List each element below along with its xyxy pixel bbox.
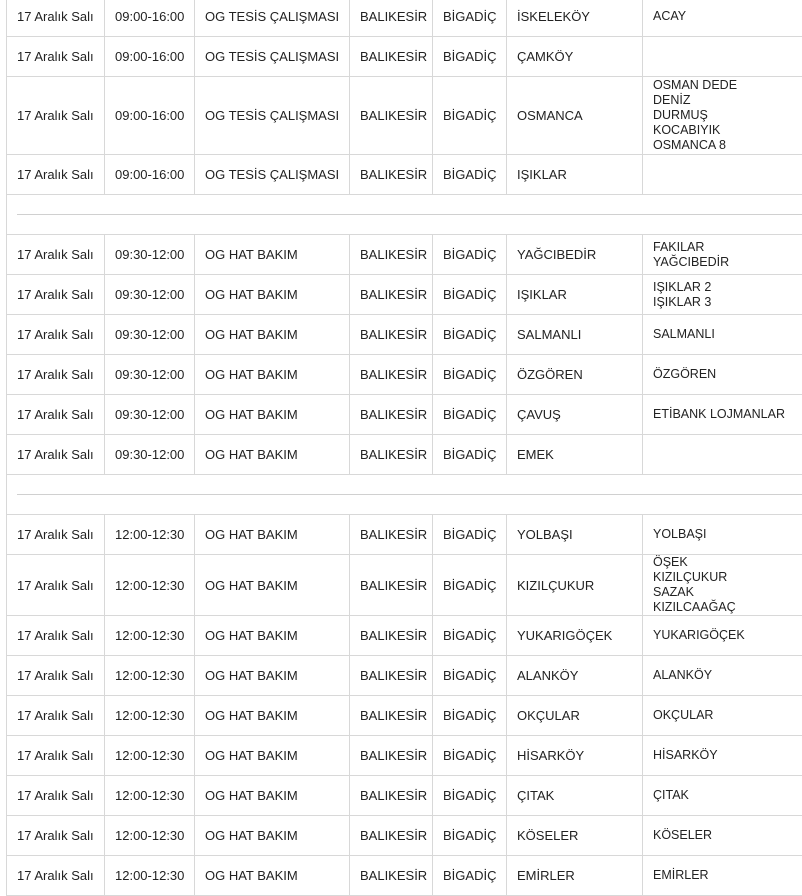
province-cell: BALIKESİR (350, 275, 433, 315)
area-cell: YOLBAŞI (507, 515, 643, 555)
area-cell: EMİRLER (507, 856, 643, 896)
work-type-cell: OG HAT BAKIM (195, 816, 350, 856)
date-cell: 17 Aralık Salı (7, 0, 105, 37)
time-cell: 09:30-12:00 (105, 315, 195, 355)
district-cell: BİGADİÇ (433, 0, 507, 37)
time-cell: 09:30-12:00 (105, 235, 195, 275)
area-cell: KIZILÇUKUR (507, 555, 643, 616)
region-name: DURMUŞ (653, 108, 802, 123)
group-separator-row (7, 195, 802, 235)
area-cell: OSMANCA (507, 77, 643, 155)
table-row (7, 856, 802, 896)
district-cell: BİGADİÇ (433, 275, 507, 315)
area-cell: YAĞCIBEDİR (507, 235, 643, 275)
work-type-cell: OG HAT BAKIM (195, 235, 350, 275)
time-cell: 09:30-12:00 (105, 275, 195, 315)
work-type-cell: OG HAT BAKIM (195, 355, 350, 395)
province-cell: BALIKESİR (350, 776, 433, 816)
date-cell: 17 Aralık Salı (7, 155, 105, 195)
work-type-cell: OG HAT BAKIM (195, 395, 350, 435)
region-name: EMİRLER (653, 868, 802, 883)
date-cell: 17 Aralık Salı (7, 736, 105, 776)
region-name: FAKILAR (653, 240, 802, 255)
table-row (7, 776, 802, 816)
region-name: OSMAN DEDE (653, 78, 802, 93)
table-row (7, 616, 802, 656)
area-cell: EMEK (507, 435, 643, 475)
area-cell: ÖZGÖREN (507, 355, 643, 395)
work-type-cell: OG HAT BAKIM (195, 515, 350, 555)
time-cell: 09:00-16:00 (105, 77, 195, 155)
region-name: ÇITAK (653, 788, 802, 803)
district-cell: BİGADİÇ (433, 776, 507, 816)
region-name: DENİZ (653, 93, 802, 108)
district-cell: BİGADİÇ (433, 616, 507, 656)
affected-regions-cell (643, 736, 802, 776)
region-name: SALMANLI (653, 327, 802, 342)
affected-regions-cell (643, 856, 802, 896)
table-row (7, 555, 802, 616)
province-cell: BALIKESİR (350, 736, 433, 776)
area-cell: OKÇULAR (507, 696, 643, 736)
work-type-cell: OG TESİS ÇALIŞMASI (195, 77, 350, 155)
group-separator-row (7, 475, 802, 515)
province-cell: BALIKESİR (350, 37, 433, 77)
date-cell: 17 Aralık Salı (7, 515, 105, 555)
province-cell: BALIKESİR (350, 856, 433, 896)
separator-cell (7, 475, 802, 515)
area-cell: HİSARKÖY (507, 736, 643, 776)
province-cell: BALIKESİR (350, 77, 433, 155)
table-row (7, 155, 802, 195)
region-name: KIZILCAAĞAÇ (653, 600, 802, 615)
district-cell: BİGADİÇ (433, 736, 507, 776)
separator-line (17, 494, 802, 495)
time-cell: 12:00-12:30 (105, 816, 195, 856)
province-cell: BALIKESİR (350, 616, 433, 656)
work-type-cell: OG HAT BAKIM (195, 656, 350, 696)
region-name: OKÇULAR (653, 708, 802, 723)
area-cell: İSKELEKÖY (507, 0, 643, 37)
district-cell: BİGADİÇ (433, 435, 507, 475)
affected-regions-cell (643, 555, 802, 616)
work-type-cell: OG HAT BAKIM (195, 275, 350, 315)
province-cell: BALIKESİR (350, 315, 433, 355)
time-cell: 12:00-12:30 (105, 515, 195, 555)
district-cell: BİGADİÇ (433, 696, 507, 736)
affected-regions-cell (643, 776, 802, 816)
date-cell: 17 Aralık Salı (7, 355, 105, 395)
area-cell: ALANKÖY (507, 656, 643, 696)
affected-regions-cell (643, 616, 802, 656)
district-cell: BİGADİÇ (433, 155, 507, 195)
time-cell: 12:00-12:30 (105, 555, 195, 616)
region-name: YOLBAŞI (653, 527, 802, 542)
area-cell: YUKARIGÖÇEK (507, 616, 643, 656)
date-cell: 17 Aralık Salı (7, 816, 105, 856)
time-cell: 12:00-12:30 (105, 776, 195, 816)
work-type-cell: OG HAT BAKIM (195, 696, 350, 736)
district-cell: BİGADİÇ (433, 656, 507, 696)
affected-regions-cell (643, 315, 802, 355)
province-cell: BALIKESİR (350, 155, 433, 195)
table-row (7, 696, 802, 736)
time-cell: 09:00-16:00 (105, 0, 195, 37)
affected-regions-cell (643, 0, 802, 37)
province-cell: BALIKESİR (350, 696, 433, 736)
date-cell: 17 Aralık Salı (7, 77, 105, 155)
time-cell: 12:00-12:30 (105, 656, 195, 696)
province-cell: BALIKESİR (350, 355, 433, 395)
region-name: YAĞCIBEDİR (653, 255, 802, 270)
date-cell: 17 Aralık Salı (7, 555, 105, 616)
district-cell: BİGADİÇ (433, 37, 507, 77)
work-type-cell: OG HAT BAKIM (195, 856, 350, 896)
work-type-cell: OG TESİS ÇALIŞMASI (195, 0, 350, 37)
time-cell: 12:00-12:30 (105, 696, 195, 736)
date-cell: 17 Aralık Salı (7, 616, 105, 656)
affected-regions-cell (643, 696, 802, 736)
date-cell: 17 Aralık Salı (7, 315, 105, 355)
date-cell: 17 Aralık Salı (7, 275, 105, 315)
area-cell: KÖSELER (507, 816, 643, 856)
region-name: KÖSELER (653, 828, 802, 843)
table-row (7, 656, 802, 696)
area-cell: SALMANLI (507, 315, 643, 355)
date-cell: 17 Aralık Salı (7, 656, 105, 696)
region-name: ALANKÖY (653, 668, 802, 683)
affected-regions-cell (643, 816, 802, 856)
affected-regions-cell (643, 515, 802, 555)
work-type-cell: OG TESİS ÇALIŞMASI (195, 37, 350, 77)
date-cell: 17 Aralık Salı (7, 856, 105, 896)
date-cell: 17 Aralık Salı (7, 776, 105, 816)
table-row (7, 395, 802, 435)
district-cell: BİGADİÇ (433, 77, 507, 155)
province-cell: BALIKESİR (350, 395, 433, 435)
district-cell: BİGADİÇ (433, 235, 507, 275)
affected-regions-cell (643, 155, 802, 195)
table-row (7, 0, 802, 37)
table-row (7, 736, 802, 776)
table-row (7, 235, 802, 275)
area-cell: ÇITAK (507, 776, 643, 816)
table-row (7, 315, 802, 355)
region-name: KIZILÇUKUR (653, 570, 802, 585)
time-cell: 12:00-12:30 (105, 856, 195, 896)
work-type-cell: OG HAT BAKIM (195, 776, 350, 816)
region-name: ETİBANK LOJMANLAR (653, 407, 802, 422)
area-cell: IŞIKLAR (507, 155, 643, 195)
province-cell: BALIKESİR (350, 435, 433, 475)
work-type-cell: OG HAT BAKIM (195, 435, 350, 475)
region-name: IŞIKLAR 2 (653, 280, 802, 295)
time-cell: 12:00-12:30 (105, 616, 195, 656)
table-row (7, 37, 802, 77)
district-cell: BİGADİÇ (433, 816, 507, 856)
table-row (7, 275, 802, 315)
work-type-cell: OG HAT BAKIM (195, 315, 350, 355)
province-cell: BALIKESİR (350, 656, 433, 696)
area-cell: ÇAVUŞ (507, 395, 643, 435)
province-cell: BALIKESİR (350, 555, 433, 616)
district-cell: BİGADİÇ (433, 555, 507, 616)
province-cell: BALIKESİR (350, 235, 433, 275)
time-cell: 09:30-12:00 (105, 355, 195, 395)
area-cell: IŞIKLAR (507, 275, 643, 315)
work-type-cell: OG HAT BAKIM (195, 616, 350, 656)
region-name: ÖZGÖREN (653, 367, 802, 382)
province-cell: BALIKESİR (350, 515, 433, 555)
region-name: KOCABIYIK (653, 123, 802, 138)
table-row (7, 355, 802, 395)
region-name: ACAY (653, 9, 802, 24)
separator-cell (7, 195, 802, 235)
table-row (7, 77, 802, 155)
affected-regions-cell (643, 235, 802, 275)
date-cell: 17 Aralık Salı (7, 435, 105, 475)
affected-regions-cell (643, 275, 802, 315)
affected-regions-cell (643, 656, 802, 696)
region-name: OSMANCA 8 (653, 138, 802, 153)
time-cell: 09:30-12:00 (105, 435, 195, 475)
time-cell: 09:00-16:00 (105, 155, 195, 195)
district-cell: BİGADİÇ (433, 355, 507, 395)
province-cell: BALIKESİR (350, 0, 433, 37)
date-cell: 17 Aralık Salı (7, 395, 105, 435)
district-cell: BİGADİÇ (433, 315, 507, 355)
separator-line (17, 214, 802, 215)
district-cell: BİGADİÇ (433, 395, 507, 435)
province-cell: BALIKESİR (350, 816, 433, 856)
date-cell: 17 Aralık Salı (7, 37, 105, 77)
outage-schedule-table (6, 0, 802, 896)
region-name: HİSARKÖY (653, 748, 802, 763)
affected-regions-cell (643, 37, 802, 77)
affected-regions-cell (643, 77, 802, 155)
date-cell: 17 Aralık Salı (7, 696, 105, 736)
table-row (7, 816, 802, 856)
work-type-cell: OG HAT BAKIM (195, 555, 350, 616)
district-cell: BİGADİÇ (433, 856, 507, 896)
affected-regions-cell (643, 355, 802, 395)
table-body (7, 0, 802, 896)
region-name: SAZAK (653, 585, 802, 600)
region-name: ÖŞEK (653, 555, 802, 570)
affected-regions-cell (643, 395, 802, 435)
work-type-cell: OG HAT BAKIM (195, 736, 350, 776)
district-cell: BİGADİÇ (433, 515, 507, 555)
region-name: IŞIKLAR 3 (653, 295, 802, 310)
region-name: YUKARIGÖÇEK (653, 628, 802, 643)
time-cell: 12:00-12:30 (105, 736, 195, 776)
table-row (7, 515, 802, 555)
date-cell: 17 Aralık Salı (7, 235, 105, 275)
time-cell: 09:30-12:00 (105, 395, 195, 435)
work-type-cell: OG TESİS ÇALIŞMASI (195, 155, 350, 195)
time-cell: 09:00-16:00 (105, 37, 195, 77)
affected-regions-cell (643, 435, 802, 475)
area-cell: ÇAMKÖY (507, 37, 643, 77)
table-row (7, 435, 802, 475)
